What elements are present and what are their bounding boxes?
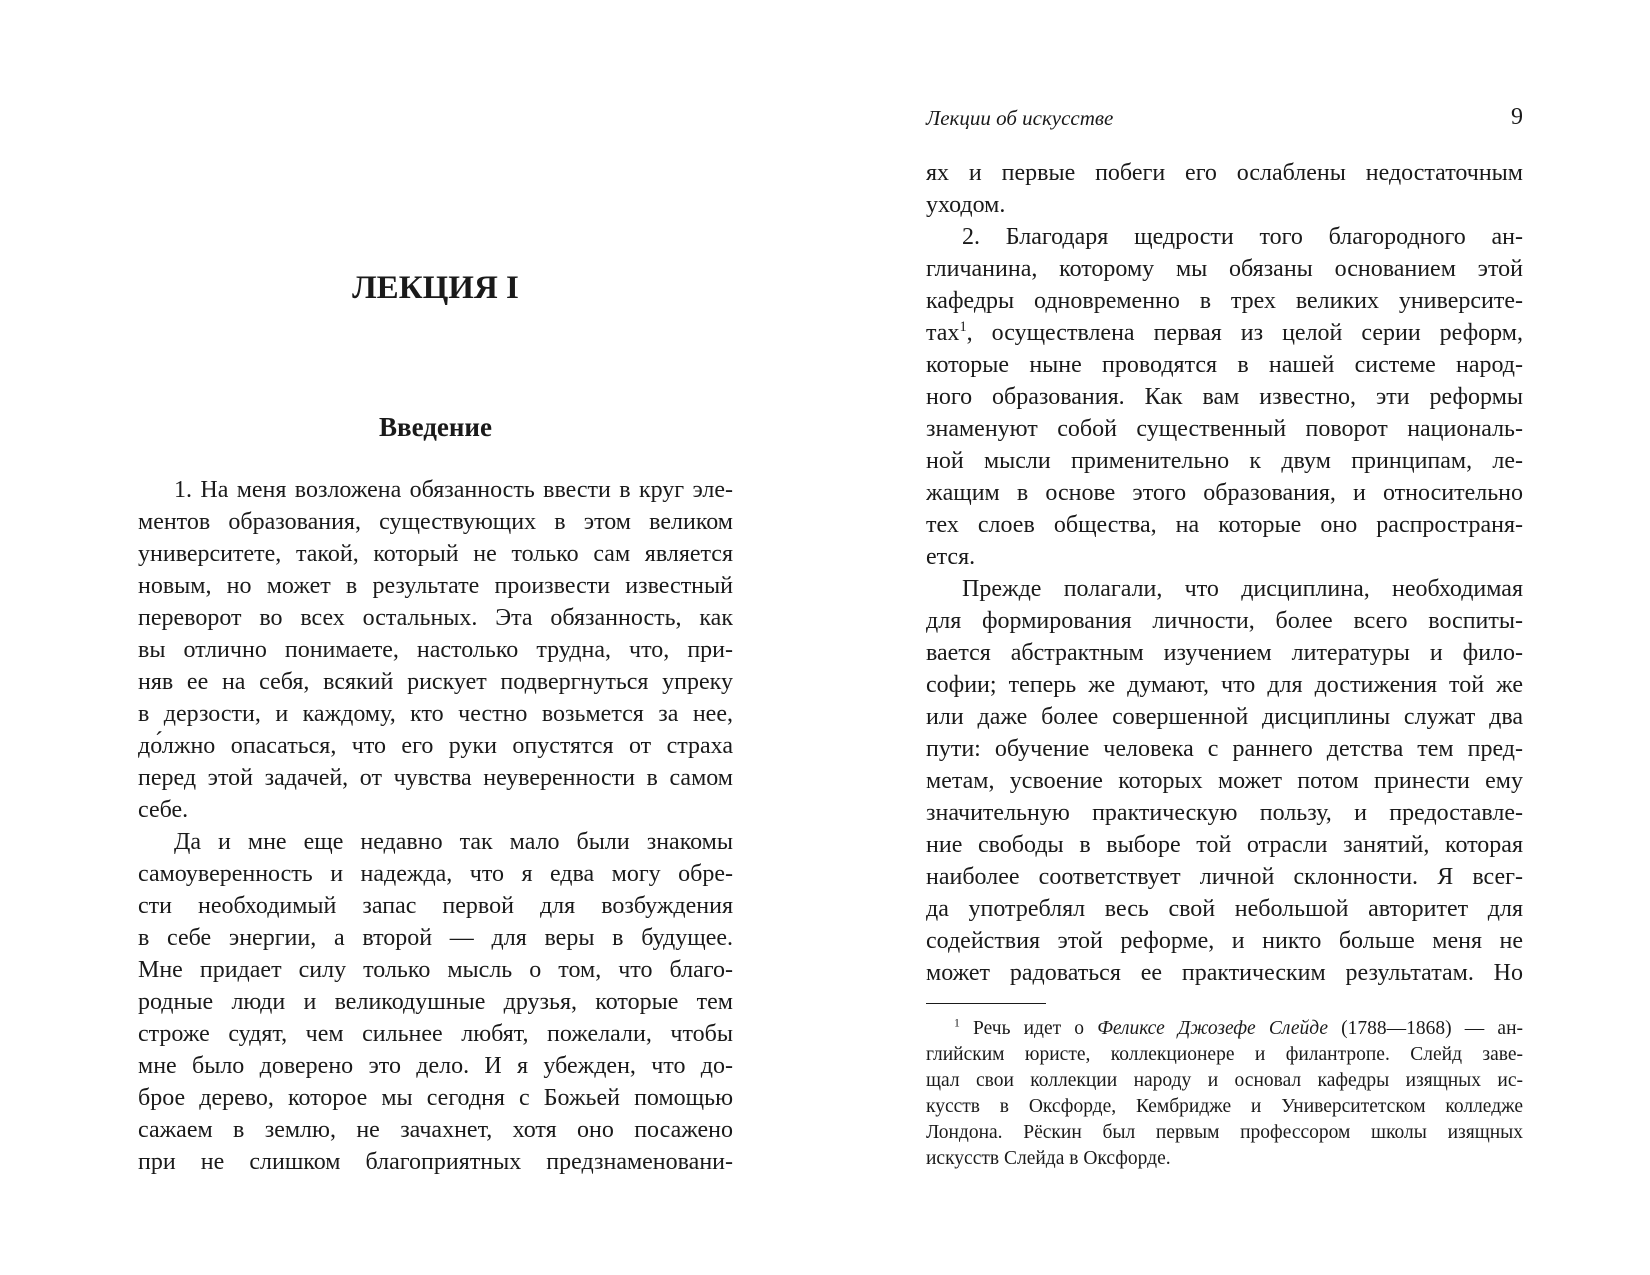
text-line: ной мысли применительно к двум принципам, ле- — [926, 448, 1523, 474]
footnote — [926, 1016, 1523, 1172]
footnote-person-name: Феликсе Джозефе Слейде — [1097, 1018, 1328, 1039]
text-line: университете, такой, который не только сам является — [138, 541, 733, 567]
text-line: может радоваться ее практическим результатам. Но — [926, 960, 1523, 986]
footnote-divider — [926, 1003, 1046, 1004]
text-line: перед этой задачей, от чувства неуверенности в самом — [138, 765, 733, 791]
text-line-with-footnote — [926, 317, 1523, 349]
text-line: ях и первые побеги его ослаблены недостаточным — [926, 160, 1523, 186]
text-line: себе. — [138, 797, 189, 823]
text-line: вается абстрактным изучением литературы и фило- — [926, 640, 1523, 666]
footnote-dates: (1788—1868) — ан- — [1341, 1018, 1523, 1039]
right-body-text — [926, 157, 1523, 989]
footnote-line: искусств Слейда в Оксфорде. — [926, 1148, 1171, 1169]
text-line: ментов образования, существующих в этом великом — [138, 509, 733, 535]
text-line: ется. — [926, 544, 976, 570]
text-line: тех слоев общества, на которые оно распространя- — [926, 512, 1523, 538]
text-line: софии; теперь же думают, что для достижения той же — [926, 672, 1523, 698]
text-line: 1. На меня возложена обязанность ввести в круг эле- — [174, 477, 733, 503]
text-line: для формирования личности, более всего воспиты- — [926, 608, 1523, 634]
footnote-first-line — [926, 1016, 1523, 1042]
text-line: няв ее на себя, всякий рискует подвергнуться упреку — [138, 669, 733, 695]
page-number: 9 — [1511, 104, 1523, 130]
text-line: 2. Благодаря щедрости того благородного ан- — [962, 224, 1523, 250]
text-line: ного образования. Как вам известно, эти реформы — [926, 384, 1523, 410]
text-line: сти необходимый запас первой для возбуждения — [138, 893, 733, 919]
left-body-text — [138, 474, 733, 1178]
text-line: которые ныне проводятся в нашей системе народ- — [926, 352, 1523, 378]
text-line: новым, но может в результате произвести известный — [138, 573, 733, 599]
text-line: жащим в основе этого образования, и относительно — [926, 480, 1523, 506]
text-line: строже судят, чем сильнее любят, пожелали, чтобы — [138, 1021, 733, 1047]
text-line: мне было доверено это дело. И я убежден, что до- — [138, 1053, 733, 1079]
footnote-intro: Речь идет о — [973, 1018, 1085, 1039]
footnote-line: щал свои коллекции народу и основал кафедры изящных ис- — [926, 1070, 1523, 1091]
text-line: ние свободы в выборе той отрасли занятий, которая — [926, 832, 1523, 858]
text-line: Мне придает силу только мысль о том, что благо- — [138, 957, 733, 983]
text-line: в дерзости, и каждому, кто честно возьмется за нее, — [138, 701, 733, 727]
text-line: переворот во всех остальных. Эта обязанность, как — [138, 605, 733, 631]
text-line: или даже более совершенной дисциплины служат два — [926, 704, 1523, 730]
running-head — [926, 104, 1523, 134]
lecture-title: ЛЕКЦИЯ I — [352, 270, 519, 306]
text-line: значительную практическую пользу, и предоставле- — [926, 800, 1523, 826]
footnote-marker: 1 — [954, 1016, 960, 1030]
footnote-line: Лондона. Рёскин был первым профессором школы изящных — [926, 1122, 1523, 1143]
text-line: Прежде полагали, что дисциплина, необходимая — [962, 576, 1523, 602]
text-line: родные люди и великодушные друзья, которые тем — [138, 989, 733, 1015]
text-fragment: тах — [926, 320, 960, 346]
text-line: гличанина, которому мы обязаны основанием этой — [926, 256, 1523, 282]
text-line: уходом. — [926, 192, 1006, 218]
text-line: вы отлично понимаете, настолько трудна, что, при- — [138, 637, 733, 663]
text-line: да употреблял весь свой небольшой авторитет для — [926, 896, 1523, 922]
section-title: Введение — [379, 412, 492, 442]
text-line: самоуверенность и надежда, что я едва могу обре- — [138, 861, 733, 887]
footnote-line: кусств в Оксфорде, Кембридже и Университетском колледже — [926, 1096, 1523, 1117]
text-line: содействия этой реформе, и никто больше меня не — [926, 928, 1523, 954]
text-fragment: , осуществлена первая из целой серии реформ, — [966, 320, 1523, 346]
text-line: кафедры одновременно в трех великих университе- — [926, 288, 1523, 314]
text-line: при не слишком благоприятных предзнаменовани- — [138, 1149, 733, 1175]
footnote-line: глийским юристе, коллекционере и филантропе. Слейд заве- — [926, 1044, 1523, 1065]
text-line: метам, усвоение которых может потом принести ему — [926, 768, 1523, 794]
running-title: Лекции об искусстве — [926, 106, 1114, 130]
text-line: в себе энергии, а второй — для веры в будущее. — [138, 925, 733, 951]
text-line: знаменуют собой существенный поворот националь- — [926, 416, 1523, 442]
text-line: наиболее соответствует личной склонности. Я всег- — [926, 864, 1523, 890]
text-line: до́лжно опасаться, что его руки опустятся от страха — [138, 733, 733, 759]
text-line: Да и мне еще недавно так мало были знакомы — [174, 829, 733, 855]
text-line: сажаем в землю, не зачахнет, хотя оно посажено — [138, 1117, 733, 1143]
text-line: пути: обучение человека с раннего детства тем пред- — [926, 736, 1523, 762]
footnote-reference[interactable]: 1 — [959, 319, 967, 335]
text-line: брое дерево, которое мы сегодня с Божьей помощью — [138, 1085, 733, 1111]
